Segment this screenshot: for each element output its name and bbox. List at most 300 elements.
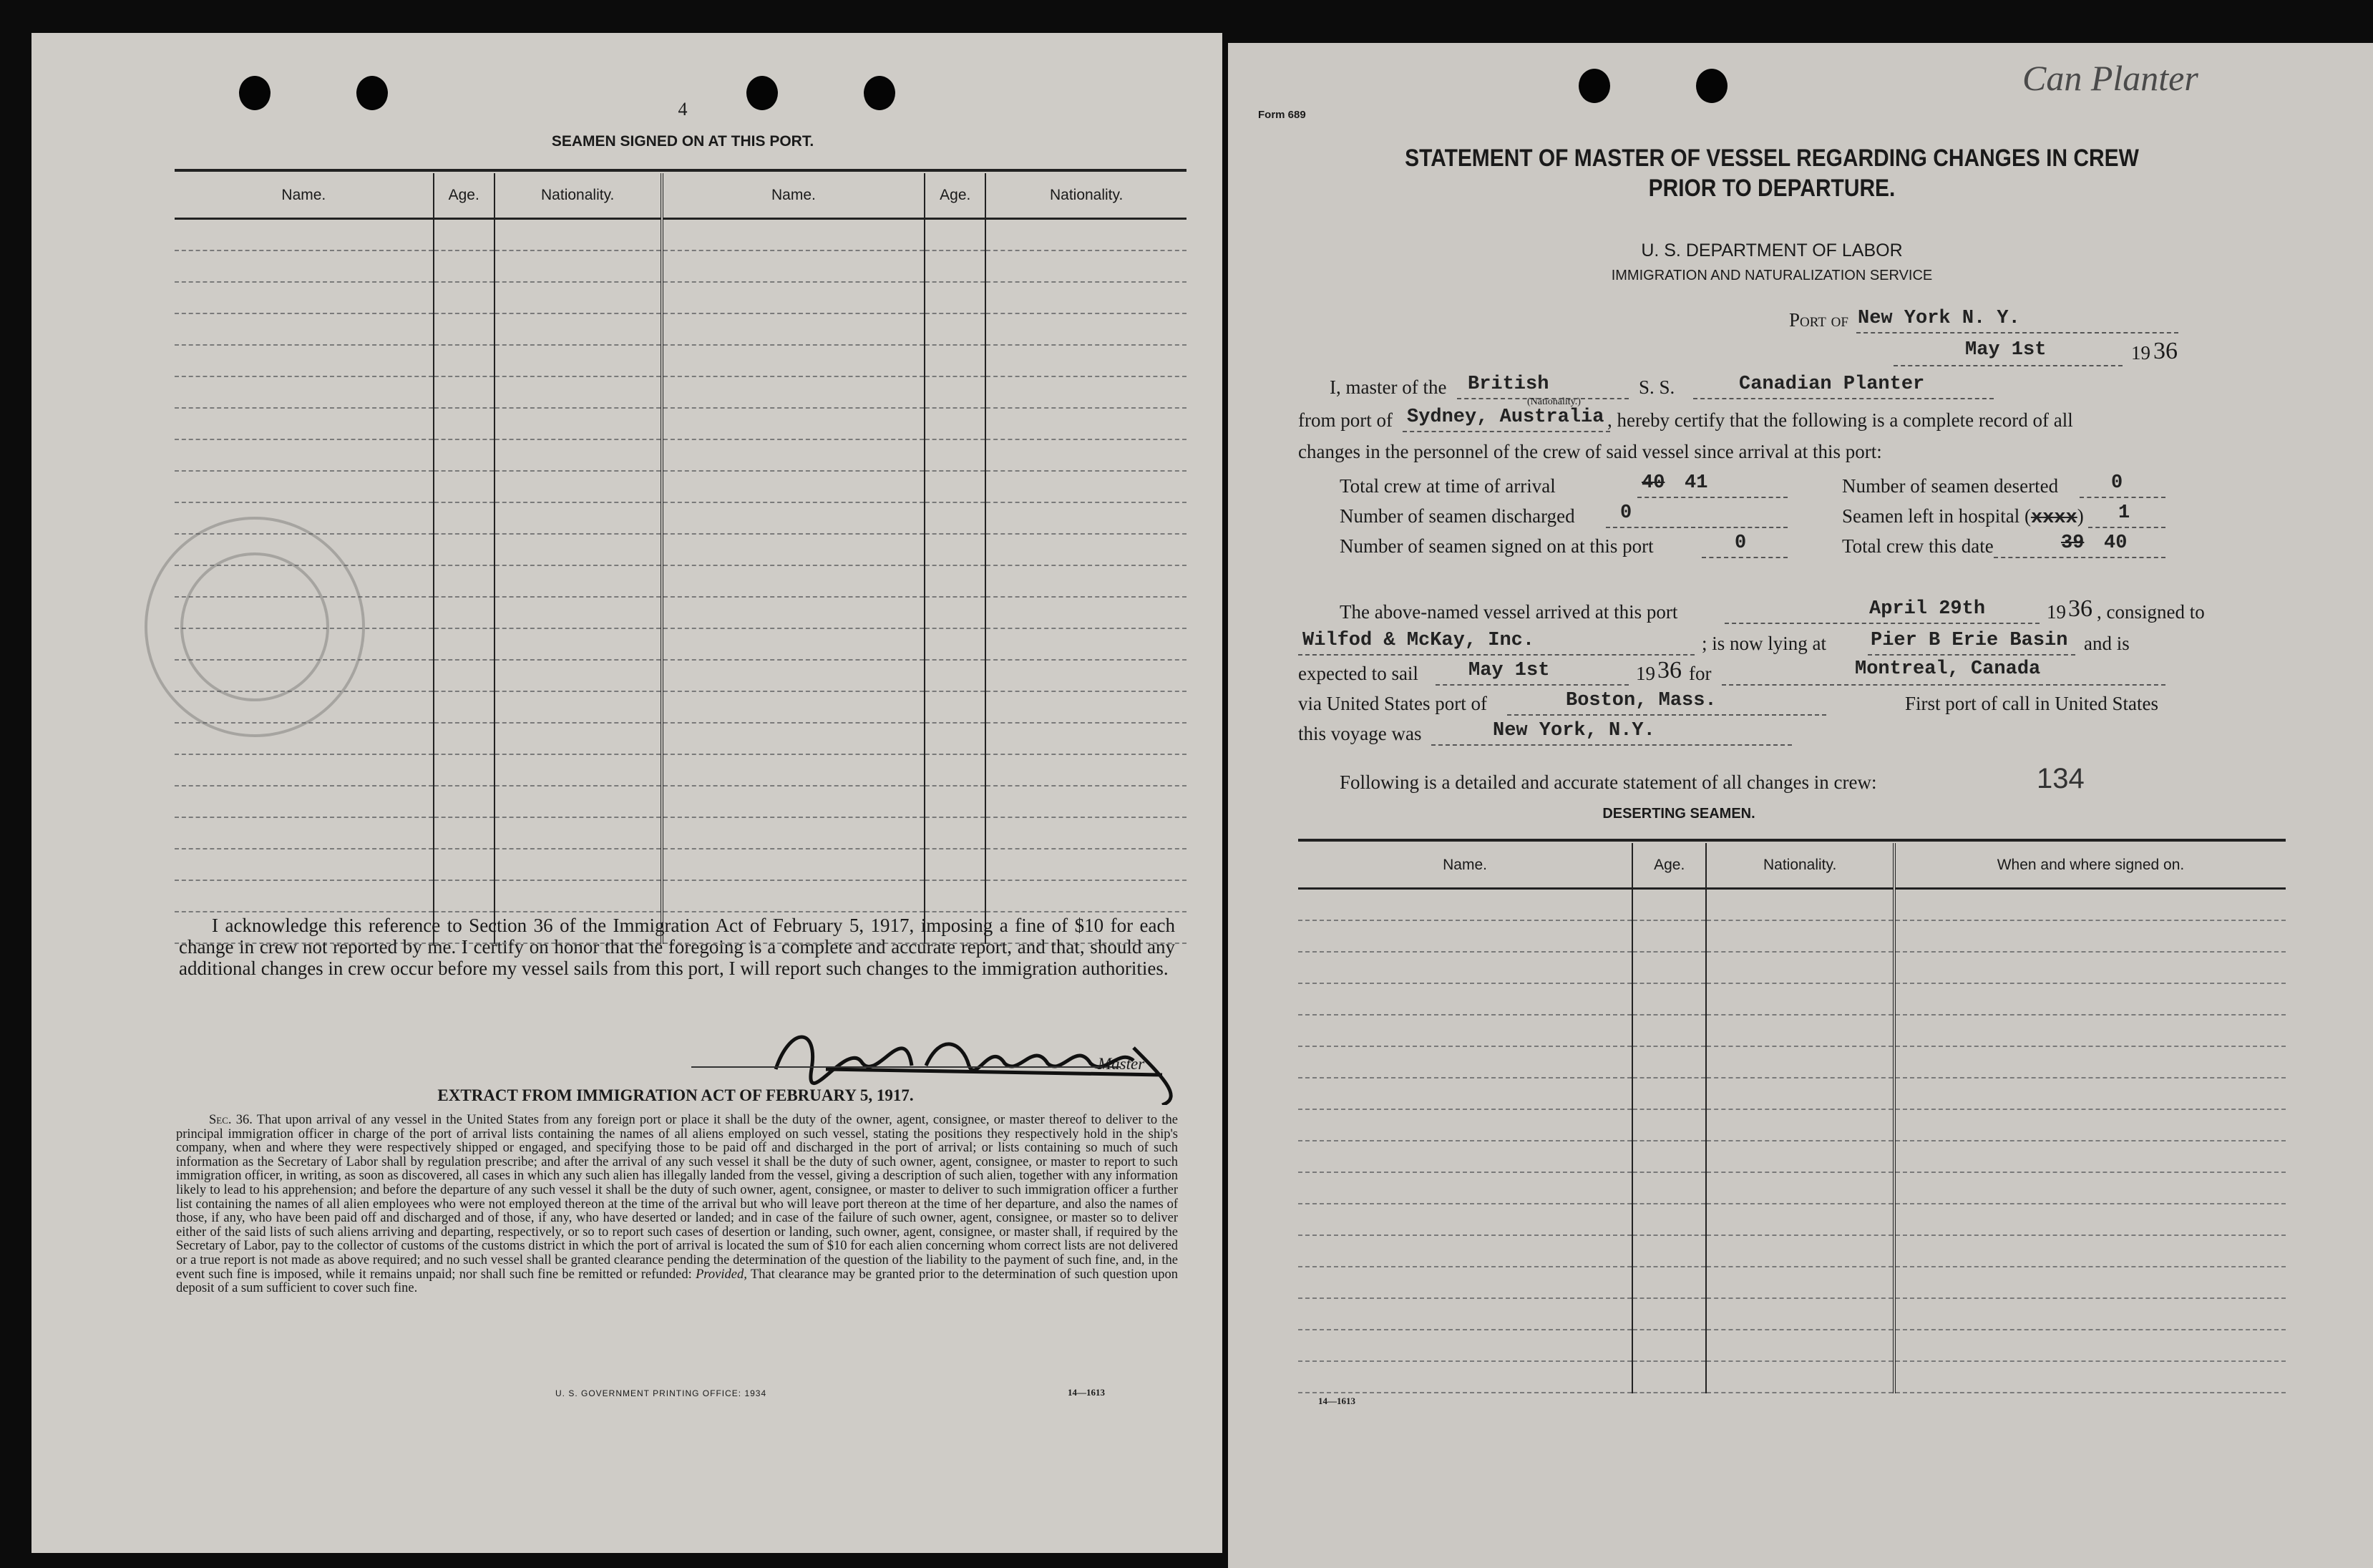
table-row <box>175 250 1186 282</box>
table-cell <box>925 471 985 502</box>
table-cell <box>1894 952 2286 983</box>
table-cell <box>434 849 494 880</box>
table-row <box>1298 1330 2286 1361</box>
column-header: Name. <box>175 173 434 219</box>
lying-label: ; is now lying at <box>1702 633 1826 654</box>
table-cell <box>1894 920 2286 952</box>
table-cell <box>662 439 925 471</box>
section-title: SEAMEN SIGNED ON AT THIS PORT. <box>551 133 814 150</box>
table-cell <box>925 754 985 786</box>
lying-value: Pier B Erie Basin <box>1871 630 2068 651</box>
table-cell <box>494 219 662 251</box>
table-cell <box>925 219 985 251</box>
table-cell <box>434 723 494 754</box>
table-row <box>175 408 1186 439</box>
column-header: Age. <box>434 173 494 219</box>
table-cell <box>175 849 434 880</box>
arrived-year-suffix: 36 <box>2068 595 2092 622</box>
hospital-label <box>1842 505 2084 529</box>
table-cell <box>434 250 494 282</box>
table-cell <box>494 282 662 313</box>
table-cell <box>985 282 1186 313</box>
table-cell <box>925 628 985 660</box>
table-cell <box>925 282 985 313</box>
punch-hole <box>239 76 271 110</box>
deserted-label: Number of seamen deserted <box>1842 475 2059 497</box>
table-cell <box>175 313 434 345</box>
department: U. S. DEPARTMENT OF LABOR <box>1641 240 1903 260</box>
table-cell <box>925 502 985 534</box>
table-cell <box>175 219 434 251</box>
table-cell <box>434 880 494 912</box>
voyage-label: this voyage was <box>1298 723 1422 744</box>
table-cell <box>1632 1204 1706 1235</box>
table-row <box>175 817 1186 849</box>
lying-line <box>1868 654 2075 656</box>
destination-value: Montreal, Canada <box>1855 658 2041 680</box>
rule <box>175 169 1186 172</box>
page-number: 4 <box>678 99 688 120</box>
column-header: Nationality. <box>494 173 662 219</box>
table-cell <box>1894 983 2286 1015</box>
master-label: Master <box>1098 1055 1145 1073</box>
table-cell <box>1298 1078 1632 1109</box>
table-cell <box>985 565 1186 597</box>
port-label: Port of <box>1789 309 1848 331</box>
table-cell <box>494 597 662 628</box>
table-cell <box>1894 1361 2286 1393</box>
table-header-row <box>175 173 1186 219</box>
table-cell <box>985 313 1186 345</box>
ship-line <box>1693 398 1994 399</box>
table-cell <box>434 502 494 534</box>
date-line <box>1894 365 2123 366</box>
table-cell <box>434 597 494 628</box>
table-cell <box>1894 1267 2286 1298</box>
table-cell <box>494 250 662 282</box>
table-cell <box>1706 1141 1894 1172</box>
via-label: via United States port of <box>1298 693 1487 714</box>
table-cell <box>985 471 1186 502</box>
table-cell <box>1894 1015 2286 1046</box>
table-cell <box>1632 952 1706 983</box>
table-row <box>175 439 1186 471</box>
table-cell <box>494 660 662 691</box>
nationality-value: British <box>1468 374 1549 395</box>
column-header: Nationality. <box>985 173 1186 219</box>
voyage-value: New York, N.Y. <box>1493 720 1655 741</box>
for-label: for <box>1689 663 1712 684</box>
form-code: 14—1613 <box>1068 1387 1105 1398</box>
hospital-label-b: ) <box>2077 505 2084 527</box>
table-cell <box>662 754 925 786</box>
table-cell <box>1706 1078 1894 1109</box>
table-cell <box>494 723 662 754</box>
deserted-line <box>2080 497 2165 498</box>
table-cell <box>494 534 662 565</box>
table-cell <box>434 817 494 849</box>
signed-on-label: Number of seamen signed on at this port <box>1340 535 1654 557</box>
total-date-value: 40 <box>2104 532 2128 554</box>
table-cell <box>494 565 662 597</box>
table-cell <box>1298 1172 1632 1204</box>
via-value: Boston, Mass. <box>1566 690 1717 711</box>
form-title <box>1271 143 2273 203</box>
table-cell <box>1894 1141 2286 1172</box>
table-cell <box>925 660 985 691</box>
and-is-label: and is <box>2084 633 2130 654</box>
table-row <box>1298 983 2286 1015</box>
form-code: 14—1613 <box>1318 1396 1355 1406</box>
table-row <box>1298 920 2286 952</box>
rule <box>1298 839 2286 842</box>
table-cell <box>494 502 662 534</box>
punch-hole <box>864 76 895 110</box>
expected-value: May 1st <box>1468 660 1550 681</box>
table-row <box>1298 1141 2286 1172</box>
hospital-line <box>2088 527 2165 528</box>
table-cell <box>434 408 494 439</box>
table-cell <box>434 345 494 376</box>
table-cell <box>494 880 662 912</box>
table-row <box>1298 1015 2286 1046</box>
table-cell <box>434 786 494 817</box>
table-cell <box>175 880 434 912</box>
table-cell <box>662 502 925 534</box>
table-cell <box>1706 1109 1894 1141</box>
consignee-value: Wilfod & McKay, Inc. <box>1302 630 1535 651</box>
table-row <box>1298 889 2286 921</box>
table-cell <box>1706 1298 1894 1330</box>
column-header: Age. <box>1632 843 1706 889</box>
table-row <box>1298 1046 2286 1078</box>
discharged-label: Number of seamen discharged <box>1340 505 1575 527</box>
left-page <box>31 33 1222 1553</box>
master-of-label: I, master of the <box>1330 376 1447 398</box>
extract-proviso: That clearance may be granted prior to the determination of such question upon deposit of a sum sufficient to cover such fine. <box>176 1267 1178 1296</box>
date-value: May 1st <box>1965 339 2047 361</box>
table-cell <box>925 786 985 817</box>
gpo-footer: U. S. GOVERNMENT PRINTING OFFICE: 1934 <box>555 1388 767 1398</box>
table-cell <box>1298 1361 1632 1393</box>
table-cell <box>662 376 925 408</box>
table-cell <box>1298 983 1632 1015</box>
table-cell <box>985 754 1186 786</box>
table-cell <box>1706 1204 1894 1235</box>
table-cell <box>1706 1361 1894 1393</box>
table-cell <box>494 313 662 345</box>
table-cell <box>1632 1046 1706 1078</box>
table-cell <box>1706 983 1894 1015</box>
table-cell <box>1632 889 1706 921</box>
total-arrival-line <box>1637 497 1788 498</box>
deserting-seamen-table <box>1298 843 2286 1393</box>
table-cell <box>1298 1298 1632 1330</box>
port-value: New York N. Y. <box>1858 308 2020 329</box>
form-title-line1: STATEMENT OF MASTER OF VESSEL REGARDING CHANGES IN CREW <box>1405 145 2139 172</box>
table-cell <box>985 597 1186 628</box>
table-cell <box>434 534 494 565</box>
table-cell <box>662 219 925 251</box>
table-cell <box>1632 1235 1706 1267</box>
punch-hole <box>1696 69 1728 103</box>
table-cell <box>1632 1298 1706 1330</box>
extract-proviso-word: Provided, <box>696 1267 747 1282</box>
port-line <box>1856 332 2178 333</box>
right-page <box>1228 43 2373 1568</box>
total-date-struck: 39 <box>2061 532 2085 554</box>
table-cell <box>662 597 925 628</box>
arrived-value: April 29th <box>1869 598 1986 620</box>
expected-year-prefix: 19 <box>1636 663 1655 684</box>
table-cell <box>175 250 434 282</box>
table-cell <box>662 313 925 345</box>
column-header: Name. <box>1298 843 1632 889</box>
table-cell <box>925 408 985 439</box>
form-title-line2: PRIOR TO DEPARTURE. <box>1648 175 1896 202</box>
table-cell <box>494 786 662 817</box>
table-row <box>1298 1078 2286 1109</box>
table-cell <box>434 313 494 345</box>
table-cell <box>985 534 1186 565</box>
table-cell <box>494 628 662 660</box>
table-cell <box>494 691 662 723</box>
table-cell <box>1706 1330 1894 1361</box>
table-cell <box>1894 1235 2286 1267</box>
table-cell <box>494 376 662 408</box>
expected-line <box>1436 684 1629 686</box>
total-arrival-label: Total crew at time of arrival <box>1340 475 1556 497</box>
table-cell <box>1298 952 1632 983</box>
table-row <box>175 502 1186 534</box>
table-cell <box>1632 1267 1706 1298</box>
table-cell <box>1894 889 2286 921</box>
table-cell <box>1894 1109 2286 1141</box>
table-cell <box>1298 1015 1632 1046</box>
table-cell <box>985 849 1186 880</box>
table-cell <box>662 691 925 723</box>
table-cell <box>1894 1298 2286 1330</box>
table-cell <box>1298 1330 1632 1361</box>
table-cell <box>662 880 925 912</box>
discharged-value: 0 <box>1620 502 1632 524</box>
table-cell <box>985 439 1186 471</box>
total-arrival-struck: 40 <box>1642 472 1665 494</box>
signature-line <box>691 1066 1121 1068</box>
table-cell <box>662 345 925 376</box>
destination-line <box>1722 684 2165 686</box>
table-cell <box>925 534 985 565</box>
table-cell <box>1298 1267 1632 1298</box>
signed-on-value: 0 <box>1735 532 1747 554</box>
table-cell <box>1894 1046 2286 1078</box>
table-cell <box>434 754 494 786</box>
punch-hole <box>356 76 388 110</box>
consigned-label: , consigned to <box>2097 601 2205 623</box>
table-row <box>175 376 1186 408</box>
table-cell <box>175 345 434 376</box>
table-cell <box>1894 1172 2286 1204</box>
certify-text: , hereby certify that the following is a complete record of all <box>1607 409 2073 431</box>
table-cell <box>434 439 494 471</box>
table-cell <box>925 565 985 597</box>
table-cell <box>1706 1046 1894 1078</box>
discharged-line <box>1606 527 1788 528</box>
handwritten-number: 134 <box>2037 763 2085 794</box>
table-cell <box>662 723 925 754</box>
table-cell <box>434 565 494 597</box>
hospital-label-a: Seamen left in hospital ( <box>1842 505 2031 527</box>
table-cell <box>1298 1204 1632 1235</box>
punch-hole <box>1579 69 1610 103</box>
form-number: Form 689 <box>1258 109 1306 121</box>
table-cell <box>1632 1109 1706 1141</box>
column-header: Name. <box>662 173 925 219</box>
column-header: When and where signed on. <box>1894 843 2286 889</box>
table-cell <box>985 345 1186 376</box>
table-cell <box>985 502 1186 534</box>
arrived-label: The above-named vessel arrived at this port <box>1340 601 1678 623</box>
table-cell <box>434 660 494 691</box>
table-cell <box>175 786 434 817</box>
changes-line: changes in the personnel of the crew of said vessel since arrival at this port: <box>1298 441 1882 462</box>
table-cell <box>494 439 662 471</box>
table-cell <box>434 376 494 408</box>
table-cell <box>925 723 985 754</box>
table-cell <box>662 408 925 439</box>
table-row <box>175 282 1186 313</box>
deserting-title: DESERTING SEAMEN. <box>1602 806 1755 822</box>
table-cell <box>1706 1172 1894 1204</box>
table-cell <box>662 660 925 691</box>
table-cell <box>434 691 494 723</box>
column-header: Nationality. <box>1706 843 1894 889</box>
table-cell <box>494 408 662 439</box>
table-cell <box>1298 920 1632 952</box>
table-cell <box>925 439 985 471</box>
nationality-caption: (Nationality.) <box>1527 396 1581 407</box>
year-suffix: 36 <box>2153 338 2178 364</box>
table-cell <box>175 408 434 439</box>
punch-hole <box>746 76 778 110</box>
table-cell <box>1298 1046 1632 1078</box>
certification-text: I acknowledge this reference to Section 36 of the Immigration Act of February 5, 1917, imposing a fine of $10 for each change in crew not reported by me. I certify on honor that the foregoing is a complete and accurate report, and that, should any additional changes in crew occur before my vessel sails from this port, I will report such changes to the immigration authorities. <box>179 915 1175 979</box>
table-cell <box>662 471 925 502</box>
table-cell <box>1706 1235 1894 1267</box>
table-cell <box>494 817 662 849</box>
extract-title: EXTRACT FROM IMMIGRATION ACT OF FEBRUARY 5, 1917. <box>437 1086 914 1104</box>
table-cell <box>1894 1078 2286 1109</box>
table-cell <box>1632 1015 1706 1046</box>
table-cell <box>985 880 1186 912</box>
from-port-line <box>1403 431 1610 432</box>
table-row <box>1298 1361 2286 1393</box>
immigration-stamp-inner <box>180 552 329 701</box>
table-cell <box>434 471 494 502</box>
table-cell <box>925 691 985 723</box>
table-cell <box>925 376 985 408</box>
signed-on-line <box>1702 557 1788 558</box>
table-cell <box>985 628 1186 660</box>
table-row <box>1298 1109 2286 1141</box>
table-row <box>1298 1172 2286 1204</box>
expected-year-suffix: 36 <box>1657 657 1682 683</box>
table-cell <box>494 345 662 376</box>
table-cell <box>1706 1267 1894 1298</box>
table-cell <box>985 219 1186 251</box>
arrived-year-prefix: 19 <box>2047 601 2066 623</box>
table-cell <box>1298 889 1632 921</box>
table-cell <box>662 849 925 880</box>
table-cell <box>985 408 1186 439</box>
table-cell <box>985 691 1186 723</box>
table-cell <box>1298 1235 1632 1267</box>
table-row <box>175 786 1186 817</box>
ss-label: S. S. <box>1639 376 1675 398</box>
table-cell <box>1706 952 1894 983</box>
column-header: Age. <box>925 173 985 219</box>
table-row <box>1298 1267 2286 1298</box>
table-cell <box>175 754 434 786</box>
table-row <box>175 313 1186 345</box>
table-cell <box>985 817 1186 849</box>
deserted-value: 0 <box>2111 472 2123 494</box>
table-cell <box>1632 920 1706 952</box>
table-row <box>175 754 1186 786</box>
table-row <box>1298 1298 2286 1330</box>
table-cell <box>434 219 494 251</box>
via-line <box>1507 714 1826 716</box>
from-port-label: from port of <box>1298 409 1393 431</box>
table-cell <box>662 817 925 849</box>
table-cell <box>925 817 985 849</box>
table-row <box>175 219 1186 251</box>
service: IMMIGRATION AND NATURALIZATION SERVICE <box>1611 268 1933 283</box>
table-cell <box>175 282 434 313</box>
table-cell <box>985 786 1186 817</box>
extract-body: That upon arrival of any vessel in the United States from any foreign port or place it shall be the duty of the owner, agent, consignee, or master thereof to deliver to the principal immigration officer in charge of the port of arrival lists containing the names of all aliens employed on such vessel, stating the positions they respectively hold in the ship's company, when and where they were respectively shipped or engaged, and specifying those to be paid off and discharged in the port of arrival; or lists containing so much of such information as the Secretary of Labor shall by regulation prescribe; and after the arrival of any such vessel it shall be the duty of such owner, agent, consignee, or master to report to such immigration officer, in writing, as soon as discovered, all cases in which any such alien has illegally landed from the vessel, giving a description of such alien, together with any information likely to lead to his apprehension; and before the departure of any such vessel it shall be the duty of such owner, agent, consignee, or master to deliver to such immigration officer a further list containing the names of all alien employees who were not employed thereon at the time of the arrival but who will leave port thereon at the time of her departure, and also the names of those, if any, who have been paid off and discharged and of those, if any, who have deserted or landed; and in case of the failure of such owner, agent, consignee, or master so to deliver either of the said lists of such aliens arriving and departing, respectively, or so to report such cases of desertion or landing, such owner, agent, consignee, or master shall, if required by the Secretary of Labor, pay to the collector of customs of the customs district in which the port of arrival is located the sum of $10 for each alien concerning whom correct lists are not delivered or a true report is not made as above required; and no such vessel shall be granted clearance pending the determination of the question of the liability to the payment of such fine, and, in the event such fine is imposed, while it remains unpaid; nor shall such fine be remitted or refunded: <box>176 1113 1178 1282</box>
table-cell <box>1298 1109 1632 1141</box>
table-cell <box>175 817 434 849</box>
table-cell <box>662 534 925 565</box>
total-arrival-value: 41 <box>1685 472 1708 494</box>
table-cell <box>1632 1361 1706 1393</box>
table-cell <box>434 628 494 660</box>
hospital-value: 1 <box>2118 502 2130 524</box>
table-cell <box>662 786 925 817</box>
consignee-line <box>1298 654 1695 656</box>
table-cell <box>175 376 434 408</box>
table-row <box>175 849 1186 880</box>
first-port-label: First port of call in United States <box>1905 693 2158 714</box>
table-row <box>1298 1204 2286 1235</box>
table-row <box>175 723 1186 754</box>
arrived-line <box>1725 623 2040 624</box>
hospital-struck: xxxx <box>2030 507 2077 529</box>
table-cell <box>662 250 925 282</box>
table-cell <box>175 471 434 502</box>
table-cell <box>1632 1141 1706 1172</box>
table-cell <box>985 376 1186 408</box>
total-date-line <box>1994 557 2165 558</box>
table-cell <box>494 849 662 880</box>
table-cell <box>662 628 925 660</box>
table-cell <box>925 880 985 912</box>
table-cell <box>1706 1015 1894 1046</box>
total-date-label: Total crew this date <box>1842 535 1994 557</box>
table-cell <box>662 282 925 313</box>
ship-name: Canadian Planter <box>1739 374 1925 395</box>
